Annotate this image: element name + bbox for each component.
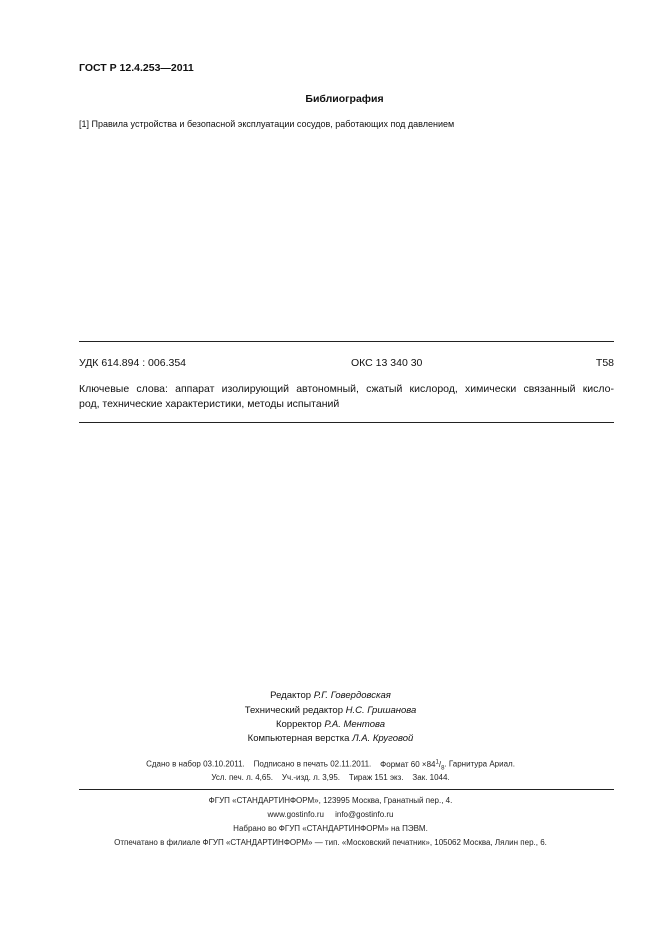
order-number: Зак. 1044. <box>412 773 450 782</box>
credit-layout <box>0 733 661 744</box>
corrector-name: Р.А. Ментова <box>324 719 386 730</box>
bibliography-item: [1] Правила устройства и безопасной эксплуатации сосудов, работающих под давлением <box>79 119 455 129</box>
udk-code: УДК 614.894 : 006.354 <box>79 357 187 369</box>
divider-top <box>79 341 614 342</box>
corrector-role: Корректор <box>275 719 322 730</box>
publ-sheets: Уч.-изд. л. 3,95. <box>281 773 341 782</box>
print-sheets: Усл. печ. л. 4,65. <box>211 773 274 782</box>
sent-to-set: Сдано в набор 03.10.2011. <box>146 759 245 769</box>
tech-editor-role: Технический редактор <box>244 705 343 716</box>
format-sup: 1 <box>435 759 439 765</box>
printing-note: Отпечатано в филиале ФГУП «СТАНДАРТИНФОРМ» — тип. «Московский печатник», 105062 Москва, Лялин пер., 6. <box>114 838 547 847</box>
publication-line-2 <box>0 773 661 782</box>
typeset-note: Набрано во ФГУП «СТАНДАРТИНФОРМ» на ПЭВМ. <box>233 824 428 833</box>
editor-role: Редактор <box>270 690 312 701</box>
contact-line <box>0 810 661 819</box>
divider-footer <box>79 789 614 790</box>
print-run: Тираж 151 экз. <box>348 773 404 782</box>
layout-name: Л.А. Круговой <box>352 733 414 744</box>
website-link[interactable]: www.gostinfo.ru <box>267 810 324 819</box>
email-link[interactable]: info@gostinfo.ru <box>335 810 394 819</box>
font-info: . Гарнитура Ариал. <box>444 759 515 769</box>
keywords-line-2: род, технические характеристики, методы испытаний <box>79 398 340 410</box>
publication-line-1 <box>0 759 661 771</box>
credit-corrector <box>0 719 661 730</box>
bibliography-title-text: Библиография <box>305 93 384 105</box>
format-prefix: Формат 60 ×84 <box>380 759 436 769</box>
credit-editor <box>0 690 661 701</box>
keywords-line-1: Ключевые слова: аппарат изолирующий автономный, сжатый кислород, химически связанный кисло- <box>79 383 614 395</box>
signed-to-print: Подписано в печать 02.11.2011. <box>253 759 372 769</box>
keywords <box>79 382 614 412</box>
publisher-address: ФГУП «СТАНДАРТИНФОРМ», 123995 Москва, Гранатный пер., 4. <box>208 796 453 805</box>
layout-role: Компьютерная верстка <box>247 733 350 744</box>
editor-name: Р.Г. Говердовская <box>313 690 391 701</box>
oks-code: ОКС 13 340 30 <box>351 357 423 369</box>
document-code: ГОСТ Р 12.4.253—2011 <box>79 62 194 74</box>
t-code: Т58 <box>595 357 614 369</box>
credit-tech-editor <box>0 705 661 716</box>
format-sub: 8 <box>441 765 445 772</box>
tech-editor-name: Н.С. Гришанова <box>345 705 417 716</box>
bibliography-title <box>0 93 661 105</box>
divider-keywords <box>79 422 614 423</box>
format: Формат $60 \times 84^1/_8$ <box>380 759 445 772</box>
